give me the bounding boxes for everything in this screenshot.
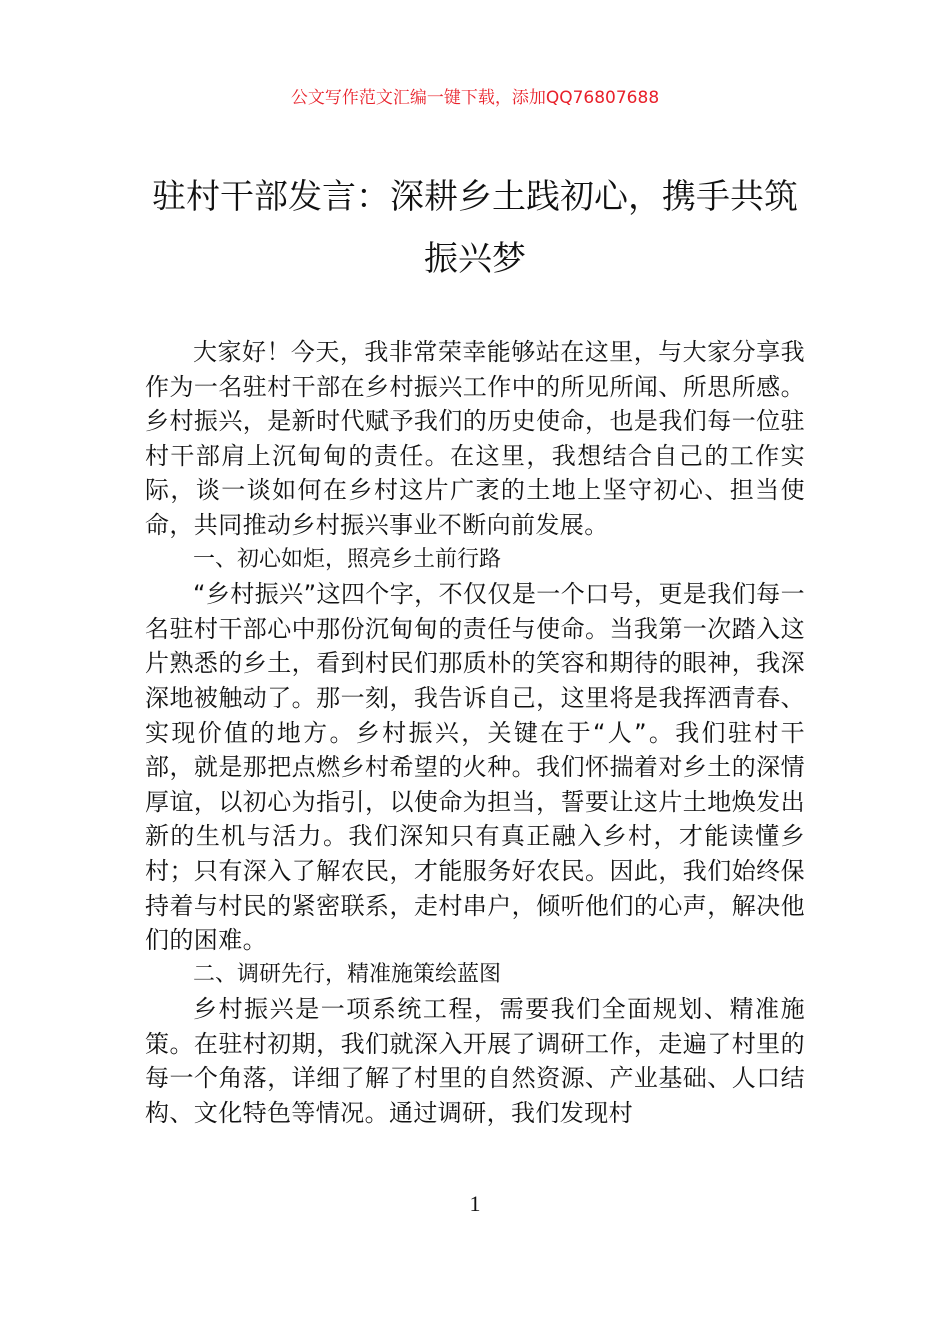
body-paragraph: “乡村振兴”这四个字，不仅仅是一个口号，更是我们每一名驻村干部心中那份沉甸甸的责任与使命。当我第一次踏入这片熟悉的乡土，看到村民们那质朴的笑容和期待的眼神，我深深地被触动了。那一刻，我告诉自己，这里将是我挥洒青春、实现价值的地方。乡村振兴，关键在于“人”。我们驻村干部，就是那把点燃乡村希望的火种。我们怀揣着对乡土的深情厚谊，以初心为指引，以使命为担当，誓要让这片土地焕发出新的生机与活力。我们深知只有真正融入乡村，才能读懂乡村；只有深入了解农民，才能服务好农民。因此，我们始终保持着与村民的紧密联系，走村串户，倾听他们的心声，解决他们的困难。 (145, 580, 805, 955)
document-body (145, 335, 805, 1131)
body-paragraph: 大家好！今天，我非常荣幸能够站在这里，与大家分享我作为一名驻村干部在乡村振兴工作中的所见所闻、所思所感。乡村振兴，是新时代赋予我们的历史使命，也是我们每一位驻村干部肩上沉甸甸的责任。在这里，我想结合自己的工作实际，谈一谈如何在乡村这片广袤的土地上坚守初心、担当使命，共同推动乡村振兴事业不断向前发展。 (145, 338, 805, 539)
promo-banner[interactable]: 公文写作范文汇编一键下载，添加QQ76807688 (290, 88, 660, 108)
page-title: 驻村干部发言：深耕乡土践初心，携手共筑振兴梦 (152, 177, 798, 279)
page-number: 1 (469, 1191, 481, 1216)
body-paragraph: 乡村振兴是一项系统工程，需要我们全面规划、精准施策。在驻村初期，我们就深入开展了调研工作，走遍了村里的每一个角落，详细了解了村里的自然资源、产业基础、人口结构、文化特色等情况。通过调研，我们发现村 (145, 995, 805, 1128)
section-heading: 一、初心如炬，照亮乡土前行路 (193, 546, 502, 572)
section-heading: 二、调研先行，精准施策绘蓝图 (193, 961, 502, 987)
